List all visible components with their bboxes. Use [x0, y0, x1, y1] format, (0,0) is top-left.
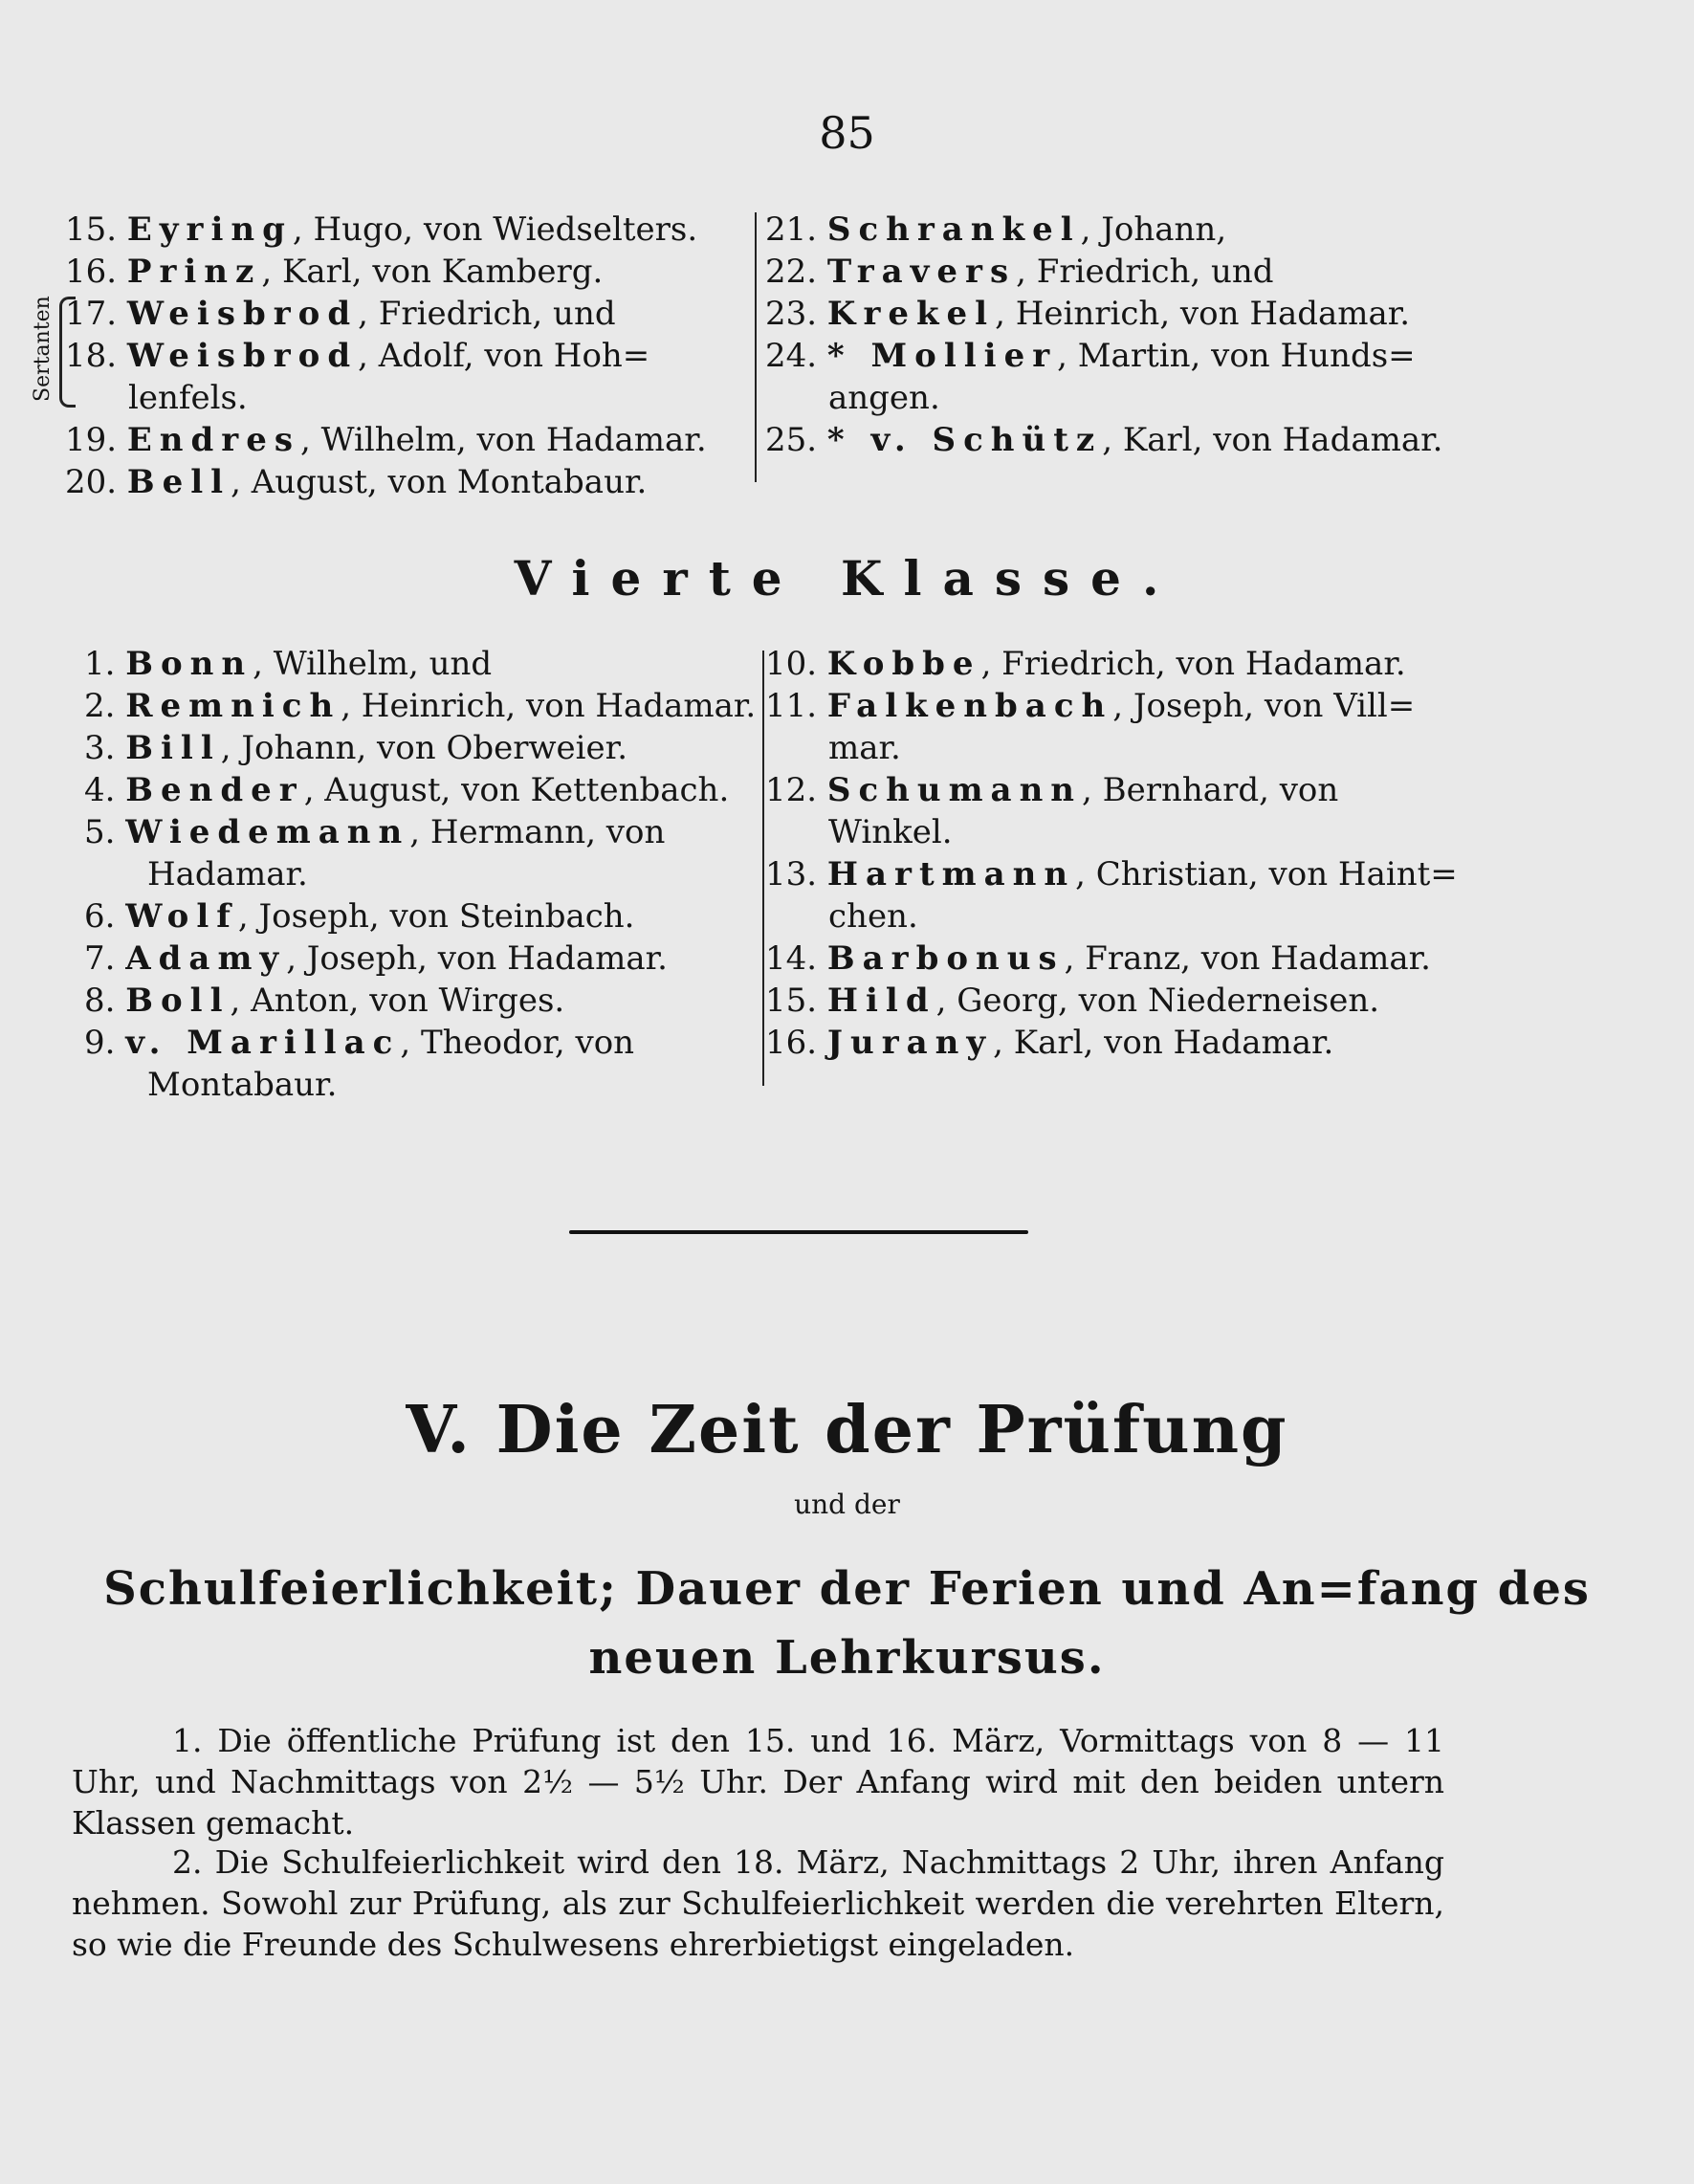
student-surname: Bonn	[125, 645, 253, 683]
entry-continuation: Hadamar.	[147, 855, 308, 893]
student-surname: Wiedemann	[125, 813, 410, 851]
student-surname: Hartmann	[826, 855, 1076, 893]
list-item: 17. Weisbrod, Friedrich, und	[65, 295, 616, 333]
student-surname: Travers	[826, 253, 1017, 291]
entry-continuation: chen.	[828, 897, 918, 936]
student-details: , Friedrich, und	[358, 295, 616, 333]
student-details: , Joseph, von Steinbach.	[237, 897, 635, 936]
entry-continuation: angen.	[828, 379, 940, 417]
list-item: 19. Endres, Wilhelm, von Hadamar.	[65, 421, 707, 459]
entry-continuation: lenfels.	[128, 379, 248, 417]
list-item: 25. * v. Schütz, Karl, von Hadamar.	[765, 421, 1443, 459]
student-surname: Adamy	[125, 939, 287, 978]
student-details: , Theodor, von	[400, 1024, 635, 1062]
upper-right-column	[765, 209, 1454, 461]
student-surname: Remnich	[125, 687, 341, 725]
lower-right-column	[765, 643, 1458, 1064]
list-item: 12. Schumann, Bernhard, von Winkel.	[765, 769, 1454, 853]
list-item: 16. Jurany, Karl, von Hadamar.	[765, 1024, 1334, 1062]
list-item: 1. Bonn, Wilhelm, und	[84, 645, 493, 683]
list-item: 8. Boll, Anton, von Wirges.	[84, 982, 565, 1020]
student-surname: Weisbrod	[126, 337, 359, 375]
list-item: 16. Prinz, Karl, von Kamberg.	[65, 253, 604, 291]
student-details: , Friedrich, von Hadamar.	[980, 645, 1406, 683]
list-item: 5. Wiedemann, Hermann, von Hadamar.	[84, 811, 759, 895]
upper-left-column	[65, 209, 754, 503]
student-details: , Wilhelm, und	[253, 645, 493, 683]
student-surname: Krekel	[826, 295, 996, 333]
student-details: , August, von Kettenbach.	[303, 771, 730, 809]
list-item: 20. Bell, August, von Montabaur.	[65, 463, 648, 501]
list-item: 10. Kobbe, Friedrich, von Hadamar.	[765, 645, 1406, 683]
list-item: 13. Hartmann, Christian, von Haint= chen.	[765, 855, 1458, 936]
student-details: , Heinrich, von Hadamar.	[995, 295, 1411, 333]
page-number: 85	[819, 107, 875, 159]
student-details: , Anton, von Wirges.	[230, 982, 565, 1020]
list-item: 3. Bill, Johann, von Oberweier.	[84, 729, 627, 767]
entry-continuation: Montabaur.	[147, 1066, 338, 1104]
student-details: , Franz, von Hadamar.	[1064, 939, 1431, 978]
student-details: , Adolf, von Hoh=	[358, 337, 650, 375]
student-details: , Hermann, von	[409, 813, 666, 851]
divider-rule	[569, 1230, 1028, 1234]
student-details: , Joseph, von Hadamar.	[286, 939, 668, 978]
list-item: 24. * Mollier, Martin, von Hunds= angen.	[765, 335, 1454, 419]
student-surname: v. Marillac	[125, 1024, 401, 1062]
list-item: 6. Wolf, Joseph, von Steinbach.	[84, 897, 635, 936]
student-details: , Christian, von Haint=	[1075, 855, 1458, 893]
list-item: 2. Remnich, Heinrich, von Hadamar.	[84, 687, 757, 725]
list-item: 14. Barbonus, Franz, von Hadamar.	[765, 939, 1431, 978]
student-surname: Schumann	[826, 771, 1083, 809]
class-heading: Vierte Klasse.	[514, 550, 1180, 607]
list-item: 7. Adamy, Joseph, von Hadamar.	[84, 939, 668, 978]
student-surname: Barbonus	[826, 939, 1065, 978]
student-details: , Wilhelm, von Hadamar.	[300, 421, 707, 459]
student-details: , Martin, von Hunds=	[1057, 337, 1416, 375]
section-subtitle: Schulfeierlichkeit; Dauer der Ferien und An=fang des neuen Lehrkursus.	[103, 1562, 1591, 1685]
student-details: , Georg, von Niederneisen.	[935, 982, 1380, 1020]
entry-continuation: mar.	[828, 729, 901, 767]
student-surname: Schrankel	[826, 210, 1081, 249]
list-item: 4. Bender, August, von Kettenbach.	[84, 771, 730, 809]
student-details: , Karl, von Kamberg.	[261, 253, 604, 291]
student-details: , Hugo, von Wiedselters.	[292, 210, 698, 249]
section-connector: und der	[794, 1489, 900, 1520]
bracket-label: Sertanten	[31, 296, 55, 402]
student-surname: Bell	[126, 463, 231, 501]
student-surname: Jurany	[826, 1024, 994, 1062]
list-item: 18. Weisbrod, Adolf, von Hoh= lenfels.	[65, 335, 754, 419]
student-surname: Weisbrod	[126, 295, 359, 333]
list-item: 9. v. Marillac, Theodor, von Montabaur.	[84, 1022, 759, 1106]
paragraph: 2. Die Schulfeierlichkeit wird den 18. März, Nachmittags 2 Uhr, ihren Anfang nehmen. Sowohl zur Prüfung, als zur Schulfeierlichkeit werden die verehrten Eltern, so wie die Freunde des Schulwesens ehrerbietigst eingeladen.	[72, 1843, 1444, 1963]
list-item: 21. Schrankel, Johann,	[765, 210, 1227, 249]
list-item: 15. Hild, Georg, von Niederneisen.	[765, 982, 1380, 1020]
student-surname: Prinz	[126, 253, 262, 291]
entry-continuation: Winkel.	[828, 813, 953, 851]
list-item: 22. Travers, Friedrich, und	[765, 253, 1274, 291]
student-surname: Bill	[125, 729, 221, 767]
bracket	[59, 297, 76, 408]
student-surname: Hild	[826, 982, 936, 1020]
student-surname: Bender	[125, 771, 304, 809]
student-details: , Karl, von Hadamar.	[993, 1024, 1334, 1062]
list-item: 15. Eyring, Hugo, von Wiedselters.	[65, 210, 698, 249]
student-surname: Endres	[126, 421, 300, 459]
student-details: , Johann,	[1080, 210, 1227, 249]
student-surname: * v. Schütz	[826, 421, 1103, 459]
student-surname: Kobbe	[826, 645, 981, 683]
lower-left-column	[84, 643, 759, 1106]
student-surname: Wolf	[125, 897, 238, 936]
student-surname: Falkenbach	[826, 687, 1113, 725]
column-divider	[755, 212, 757, 482]
section-title: V. Die Zeit der Prüfung	[406, 1392, 1288, 1468]
list-item: 11. Falkenbach, Joseph, von Vill= mar.	[765, 685, 1454, 769]
student-details: , Johann, von Oberweier.	[220, 729, 627, 767]
student-details: , Friedrich, und	[1016, 253, 1274, 291]
student-details: , August, von Montabaur.	[231, 463, 648, 501]
list-item: 23. Krekel, Heinrich, von Hadamar.	[765, 295, 1411, 333]
student-surname: * Mollier	[826, 337, 1058, 375]
column-divider	[762, 651, 764, 1086]
student-details: , Heinrich, von Hadamar.	[341, 687, 757, 725]
student-details: , Joseph, von Vill=	[1112, 687, 1416, 725]
student-surname: Eyring	[126, 210, 293, 249]
student-surname: Boll	[125, 982, 231, 1020]
paragraph: 1. Die öffentliche Prüfung ist den 15. und 16. März, Vormittags von 8 — 11 Uhr, und Nachmittags von 2½ — 5½ Uhr. Der Anfang wird mit den beiden untern Klassen gemacht.	[72, 1722, 1444, 1842]
student-details: , Karl, von Hadamar.	[1102, 421, 1443, 459]
student-details: , Bernhard, von	[1082, 771, 1339, 809]
